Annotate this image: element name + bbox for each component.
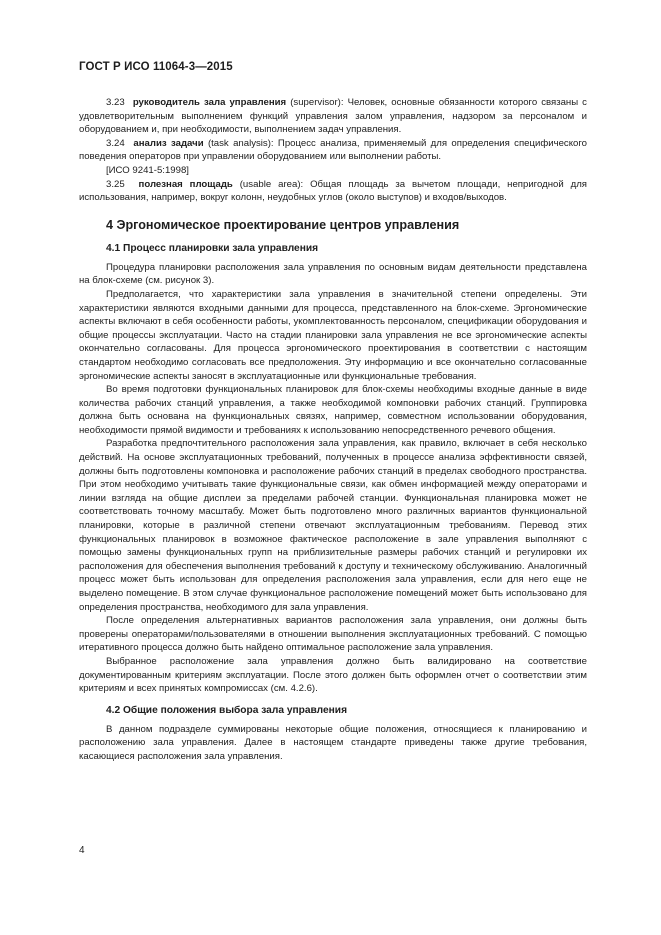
definition-3-25 — [79, 178, 587, 205]
definition-term: анализ задачи — [133, 137, 204, 149]
paragraph: Во время подготовки функциональных планировок для блок-схемы необходимы входные данные в виде количества рабочих станций управления, а также необходимой компоновки рабочих станций. Группировка должна быть основана на функциональных связях, например, совместном использовании оборудования, необходимости прямой видимости и требованиях к использованию непосредственного речевого общения. — [79, 384, 587, 436]
paragraph: Предполагается, что характеристики зала управления в значительной степени определены. Эти характеристики являются входными данными для процесса, представленного на блок-схеме. Эргономические аспекты включают в себя особенности работы, укомплектованность персоналом, спецификации оборудования и общие процессы эксплуатации. Часто на стадии планировки зала управления не все эргономические аспекты окончательно согласованы. Для процесса эргономического проектирования в соответствии с настоящим стандартом необходимо согласовать все предположения. Эту информацию и все окончательно согласованные эргономические аспекты заносят в эксплуатационные или функциональные требования. — [79, 288, 587, 382]
document-body — [79, 96, 587, 764]
section-4-heading: 4 Эргономическое проектирование центров управления — [106, 217, 460, 232]
definition-3-23 — [79, 96, 587, 137]
document-header: ГОСТ Р ИСО 11064-3—2015 — [79, 61, 233, 73]
paragraph: Выбранное расположение зала управления должно быть валидировано на соответствие документированным критериям эксплуатации. После этого должен быть оформлен отчет о соответствии этим критериям и всех принятых компромиссах (см. 4.2.6). — [79, 655, 587, 695]
definition-number: 3.24 — [106, 137, 125, 149]
definition-number: 3.23 — [106, 97, 125, 108]
reference-note: [ИСО 9241-5:1998] — [106, 164, 189, 176]
definition-text: (task analysis): Процесс анализа, применяемый для определения специфического поведения операторов при управлении оборудованием или выполнении работы. — [79, 137, 587, 163]
page-number: 4 — [79, 845, 85, 856]
paragraph: После определения альтернативных вариантов расположения зала управления, они должны быть проверены операторами/пользователями в отношении выполнения эксплуатационных требований. С помощью итеративного процесса должно быть найдено оптимальное расположение зала управления. — [79, 615, 587, 654]
definition-term: полезная площадь — [138, 178, 233, 190]
subsection-4-1-heading: 4.1 Процесс планировки зала управления — [106, 242, 319, 254]
definition-3-24 — [79, 137, 587, 164]
definition-text: (usable area): Общая площадь за вычетом площади, непригодной для использования, например, вокруг колонн, неудобных углов (около выступов) и входов/выходов. — [79, 178, 587, 204]
definition-term: руководитель зала управления — [132, 97, 287, 108]
definition-text: (supervisor): Человек, основные обязанности которого связаны с удовлетворительным выполнением функций управления залом управления, надзором за персоналом и оборудованием и, при необходимости, выполнением задач управления. — [79, 97, 587, 136]
paragraph: В данном подразделе суммированы некоторые общие положения, относящиеся к планированию и расположению зала управления. Далее в настоящем стандарте приведены также другие требования, касающиеся расположения зала управления. — [79, 723, 587, 762]
paragraph: Процедура планировки расположения зала управления по основным видам деятельности представлена на блок-схеме (см. рисунок 3). — [79, 261, 587, 287]
subsection-4-2-heading: 4.2 Общие положения выбора зала управления — [106, 704, 348, 716]
paragraph: Разработка предпочтительного расположения зала управления, как правило, включает в себя несколько действий. На основе эксплуатационных требований, полученных в процессе анализа эффективности связей, должны быть подготовлены компоновка и расположение рабочих станций в пределах свободного пространства. При этом необходимо учитывать такие функциональные связи, как обмен информацией между операторами и линии взгляда на общие дисплеи за пределами рабочей станции. Функциональная планировка может не соответствовать точному масштабу. Может быть подготовлено много различных вариантов функциональной планировки, которые в различной степени отвечают эксплуатационным требованиям. Перевод этих функциональных планировок в возможное фактическое расположение в зале управления выполняют с помощью замены функциональных групп на приблизительные размеры рабочих станций и регулировки их расположения для обеспечения выполнения требований к доступу и техническому обслуживанию. Аналогичный процесс может быть использован для определения расположения зала управления, если для него еще не выделено помещение. В этом случае функциональное расположение помещений может быть использовано для определения пространства, необходимого для зала управления. — [79, 438, 587, 613]
definition-number: 3.25 — [106, 178, 125, 190]
